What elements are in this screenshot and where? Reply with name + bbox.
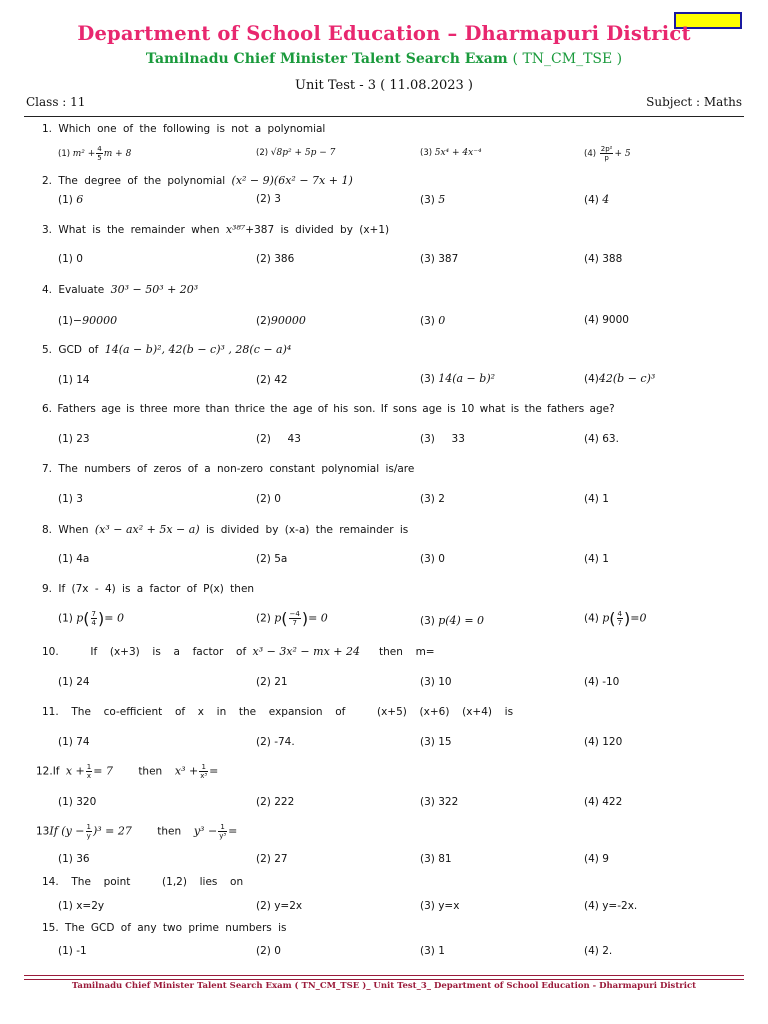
q14-option-4: (4) y=-2x. <box>584 900 638 912</box>
q7-option-1: (1) 3 <box>58 493 83 505</box>
q3-option-4: (4) 388 <box>584 253 623 265</box>
q8-option-1: (1) 4a <box>58 553 90 565</box>
question-13: 13If (y − $\frac{1}{y}$ )³ = 27 then y³ − $\frac{1}{\text{y³}}$ = <box>36 823 238 840</box>
q11-option-2: (2) -74. <box>256 736 295 748</box>
header-divider <box>24 116 744 117</box>
question-2: 2. The degree of the polynomial (x² − 9)(6x² − 7x + 1) <box>42 174 353 187</box>
q9-option-2: (2) p( $\frac{-4}{7}$ )= 0 <box>256 609 328 628</box>
q8-option-4: (4) 1 <box>584 553 609 565</box>
q1-option-4: (4) $\frac{\text{2p²}}{p}$ + 5 <box>584 145 631 162</box>
question-11: 11. The co-efficient of x in the expansion of (x+5) (x+6) (x+4) is <box>42 706 514 718</box>
q14-option-2: (2) y=2x <box>256 900 303 912</box>
q8-option-3: (3) 0 <box>420 553 445 565</box>
question-12: 12.If x + $\frac{1}{x}$ = 7 then x³ + $\frac{1}{\text{x³}}$ = <box>36 763 219 780</box>
q14-option-3: (3) y=x <box>420 900 460 912</box>
q12-option-1: (1) 320 <box>58 796 97 808</box>
q3-option-3: (3) 387 <box>420 253 459 265</box>
q13-option-3: (3) 81 <box>420 853 452 865</box>
q9-option-4: (4) p( $\frac{4}{7}$ )=0 <box>584 609 647 628</box>
q2-option-2: (2) 3 <box>256 193 281 205</box>
q10-option-1: (1) 24 <box>58 676 90 688</box>
q13-option-2: (2) 27 <box>256 853 288 865</box>
footer-divider-top <box>24 975 744 976</box>
question-7: 7. The numbers of zeros of a non-zero constant polynomial is/are <box>42 463 415 475</box>
q2-option-4: (4) 4 <box>584 193 610 206</box>
q11-option-3: (3) 15 <box>420 736 452 748</box>
footer-divider-bottom <box>24 979 744 980</box>
question-9: 9. If (7x - 4) is a factor of P(x) then <box>42 583 255 595</box>
unit-test-label: Unit Test - 3 ( 11.08.2023 ) <box>295 78 473 93</box>
question-10: 10. If (x+3) is a factor of x³ − 3x² − mx + 24 then m= <box>42 645 435 658</box>
q14-option-1: (1) x=2y <box>58 900 105 912</box>
q8-option-2: (2) 5a <box>256 553 288 565</box>
q1-option-2: (2) √8p² + 5p − 7 <box>256 148 336 158</box>
page-footer: Tamilnadu Chief Minister Talent Search Exam ( TN_CM_TSE )_ Unit Test_3_ Department of School Education - Dharmapuri District <box>71 981 697 991</box>
q13-option-1: (1) 36 <box>58 853 90 865</box>
q4-option-3: (3) 0 <box>420 314 446 327</box>
q13-option-4: (4) 9 <box>584 853 609 865</box>
question-3: 3. What is the remainder when x³⁸⁷+387 is divided by (x+1) <box>42 223 390 236</box>
q7-option-2: (2) 0 <box>256 493 281 505</box>
q15-option-3: (3) 1 <box>420 945 445 957</box>
exam-subtitle <box>0 51 768 67</box>
q5-option-3: (3) 14(a − b)² <box>420 372 496 385</box>
q7-option-3: (3) 2 <box>420 493 445 505</box>
question-4: 4. Evaluate 30³ − 50³ + 20³ <box>42 283 199 296</box>
q5-option-4: (4)42(b − c)³ <box>584 372 656 385</box>
q9-option-1: (1) p( $\frac{7}{4}$ )= 0 <box>58 609 124 628</box>
q12-option-2: (2) 222 <box>256 796 295 808</box>
q4-option-4: (4) 9000 <box>584 314 629 326</box>
q11-option-4: (4) 120 <box>584 736 623 748</box>
q6-option-3: (3) 33 <box>420 433 465 445</box>
subject-label: Subject : Maths <box>646 95 742 109</box>
q3-option-1: (1) 0 <box>58 253 83 265</box>
class-label: Class : 11 <box>26 95 86 109</box>
q12-option-3: (3) 322 <box>420 796 459 808</box>
q9-option-3: (3) p(4) = 0 <box>420 614 485 627</box>
q1-option-1: (1) m² + $\frac{4}{5}$ m + 8 <box>58 145 132 162</box>
page-title: Department of School Education – Dharmapuri District <box>77 22 691 45</box>
q11-option-1: (1) 74 <box>58 736 90 748</box>
q2-option-1: (1) 6 <box>58 193 84 206</box>
q15-option-1: (1) -1 <box>58 945 87 957</box>
question-1: 1. Which one of the following is not a polynomial <box>42 123 326 135</box>
q6-option-1: (1) 23 <box>58 433 90 445</box>
q2-option-3: (3) 5 <box>420 193 446 206</box>
question-8: 8. When (x³ − ax² + 5x − a) is divided by (x-a) the remainder is <box>42 523 409 536</box>
q10-option-2: (2) 21 <box>256 676 288 688</box>
q15-option-2: (2) 0 <box>256 945 281 957</box>
q4-option-1: (1)−90000 <box>58 314 118 327</box>
q6-option-4: (4) 63. <box>584 433 619 445</box>
question-15: 15. The GCD of any two prime numbers is <box>42 922 287 934</box>
question-6: 6. Fathers age is three more than thrice the age of his son. If sons age is 10 what is the fathers age? <box>42 403 615 415</box>
q12-option-4: (4) 422 <box>584 796 623 808</box>
question-5: 5. GCD of 14(a − b)², 42(b − c)³ , 28(c − a)⁴ <box>42 343 292 356</box>
q1-option-3: (3) 5x⁴ + 4x⁻⁴ <box>420 148 482 158</box>
q4-option-2: (2)90000 <box>256 314 306 327</box>
q10-option-4: (4) -10 <box>584 676 620 688</box>
q10-option-3: (3) 10 <box>420 676 452 688</box>
exam-code: ( TN_CM_TSE ) <box>512 51 623 67</box>
q5-option-2: (2) 42 <box>256 374 288 386</box>
q6-option-2: (2) 43 <box>256 433 301 445</box>
q5-option-1: (1) 14 <box>58 374 90 386</box>
question-14: 14. The point (1,2) lies on <box>42 876 244 888</box>
q3-option-2: (2) 386 <box>256 253 295 265</box>
exam-name: Tamilnadu Chief Minister Talent Search Exam <box>145 51 508 67</box>
q7-option-4: (4) 1 <box>584 493 609 505</box>
q15-option-4: (4) 2. <box>584 945 613 957</box>
